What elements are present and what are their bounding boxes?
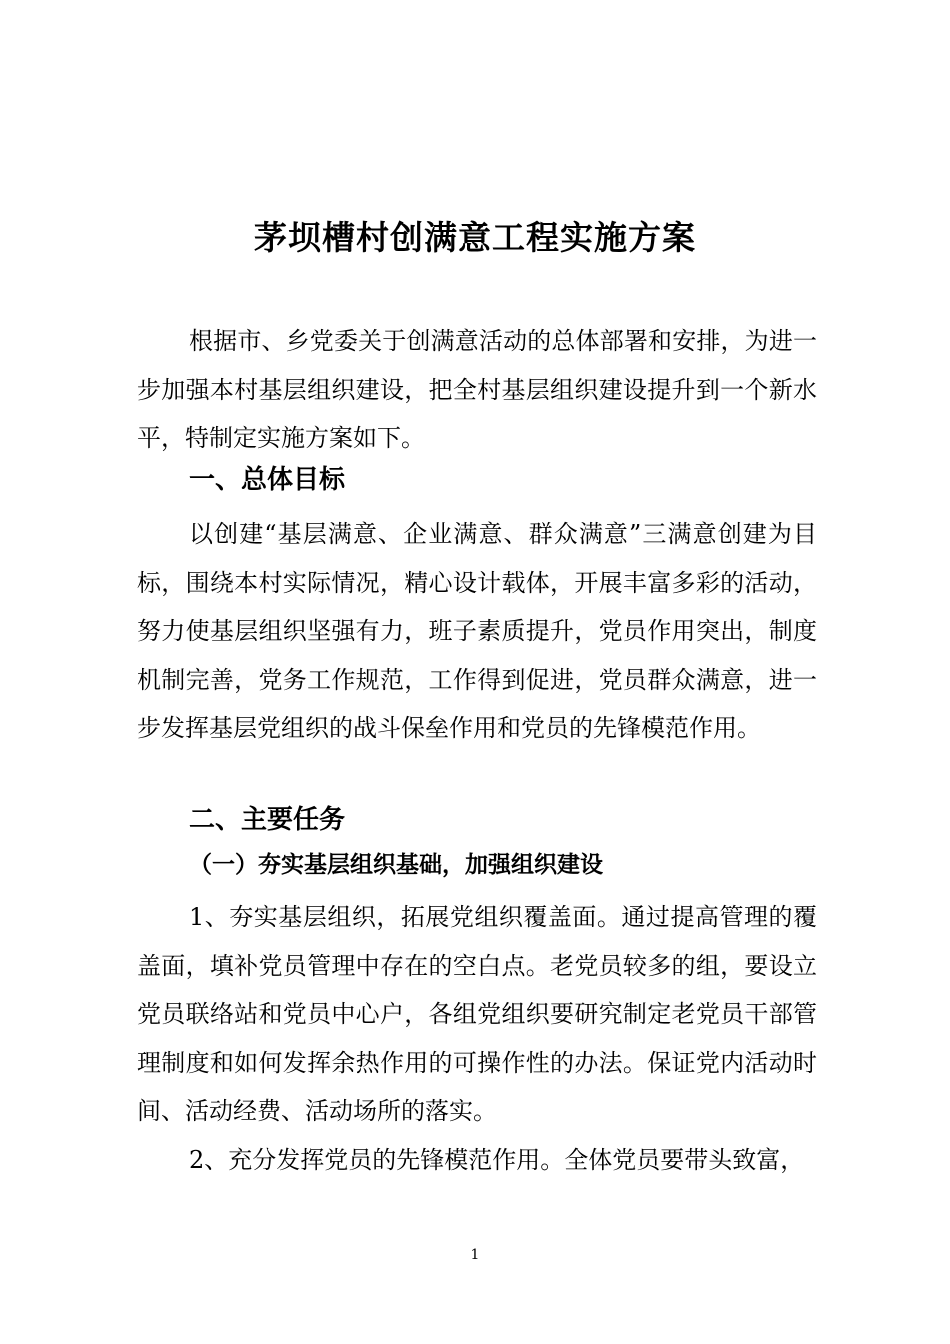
subheading-organization-building: （一）夯实基层组织基础，加强组织建设 <box>189 851 603 878</box>
section-heading-main-tasks: 二、主要任务 <box>189 805 346 835</box>
section-heading-overall-goal: 一、总体目标 <box>189 465 346 495</box>
overall-goal-paragraph: 以创建“基层满意、企业满意、群众满意”三满意创建为目标，围绕本村实际情况，精心设计载体，开展丰富多彩的活动，努力使基层组织坚强有力，班子素质提升，党员作用突出，制度机制完善，党务工作规范，工作得到促进，党员群众满意，进一步发挥基层党组织的战斗保垒作用和党员的先锋模范作用。 <box>137 520 817 742</box>
page-number: 1 <box>470 1247 480 1263</box>
intro-paragraph: 根据市、乡党委关于创满意活动的总体部署和安排，为进一步加强本村基层组织建设，把全村基层组织建设提升到一个新水平，特制定实施方案如下。 <box>137 327 817 452</box>
task-item-1: 1、夯实基层组织，拓展党组织覆盖面。通过提高管理的覆盖面，填补党员管理中存在的空白点。老党员较多的组，要设立党员联络站和党员中心户，各组党组织要研究制定老党员干部管理制度和如何发挥余热作用的可操作性的办法。保证党内活动时间、活动经费、活动场所的落实。 <box>137 903 817 1125</box>
page-title: 茅坝槽村创满意工程实施方案 <box>254 218 696 257</box>
task-item-2: 2、充分发挥党员的先锋模范作用。全体党员要带头致富， <box>189 1146 805 1174</box>
